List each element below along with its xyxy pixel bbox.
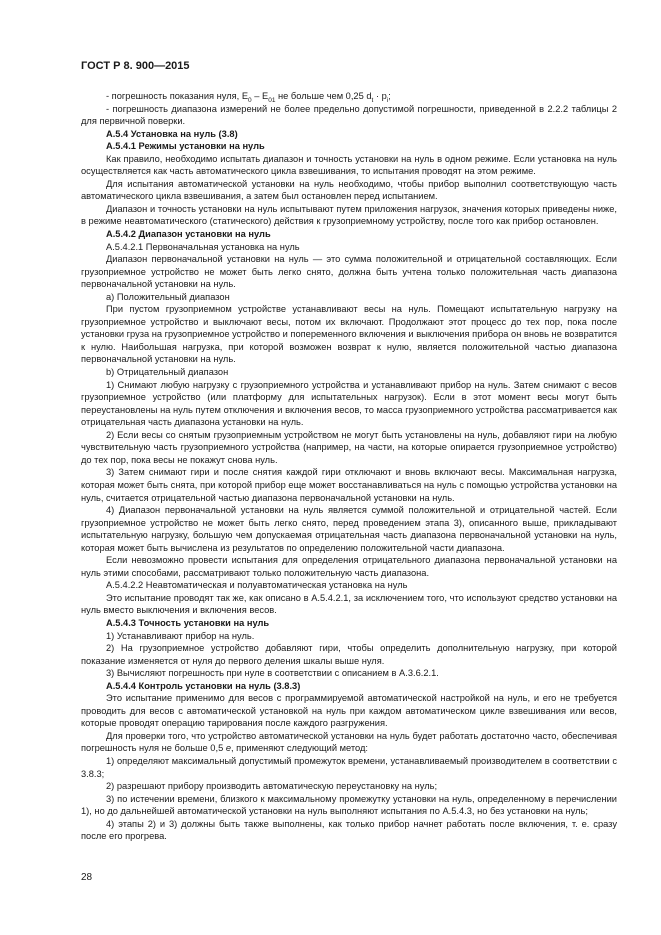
list-item: 2) Если весы со снятым грузоприемным устройством не могут быть установлены на нуль, добавляют гири на любую чувствительную часть грузоприемного устройства (например, на части, на которые опирается грузоприемное устройство) до тех пор, пока весы не покажут снова нуль. [81, 429, 617, 465]
paragraph: При пустом грузоприемном устройстве устанавливают весы на нуль. Помещают испытательную нагрузку на грузоприемное устройство и выключают весы, потом их включают. Продолжают этот процесс до тех пор, пока после установки груза на грузоприемное устройство и попеременного включения и выключения прибора он вновь не возвратится к нулю. Наибольшая нагрузка, при которой возможен возврат к нулю, является положительной частью диапазона первоначальной установки на нуль. [81, 304, 617, 365]
list-item-heading: b) Отрицательный диапазон [106, 367, 229, 378]
paragraph: Как правило, необходимо испытать диапазон и точность установки на нуль в одном режиме. Если установка на нуль осуществляется как часть автоматического цикла взвешивания, то испытания проводят на этом режиме. [81, 153, 617, 177]
list-item: 1) определяют максимальный допустимый промежуток времени, устанавливаемый производителем в соответствии с 3.8.3; [81, 755, 617, 779]
section-heading: А.5.4.4 Контроль установки на нуль (3.8.3) [106, 680, 301, 691]
paragraph: Если невозможно провести испытания для определения отрицательного диапазона первоначальной установки на нуль этими способами, рассматривают только положительную часть диапазона. [81, 555, 617, 578]
list-item: 3) Затем снимают гири и после снятия каждой гири отключают и вновь включают весы. Максимальная нагрузка, которая может быть снята, при которой прибор еще может восстанавливаться на нуль с помощью устройства установки на нуль, считается отрицательной частью диапазона первоначальной установки на нуль. [81, 467, 617, 503]
list-item: 3) по истечении времени, близкого к максимальному промежутку установки на нуль, определенному в перечислении 1), но до дальнейшей автоматической установки на нуль выполняют испытания по А.5.4.3, но без установки на нуль; [81, 793, 617, 817]
paragraph-method: Для проверки того, что устройство автоматической установки на нуль будет работать достаточно часто, обеспечивая погрешность нуля не больше 0,5 е, применяют следующий метод: [81, 730, 617, 754]
paragraph: Диапазон и точность установки на нуль испытывают путем приложения нагрузок, значения которых приведены ниже, в режиме неавтоматического (статического) действия к грузоприемному устройству, после того как прибор остановлен. [81, 203, 617, 227]
list-item: 2) разрешают прибору производить автоматическую переустановку на нуль; [106, 781, 438, 792]
paragraph: Это испытание применимо для весов с программируемой автоматической настройкой на нуль, и его не требуется проводить для весов с автоматической установкой на нуль при каждом автоматическом цикле взвешивания или весов, которые проводят операцию тарирования после каждого разгружения. [81, 693, 617, 729]
paragraph: Диапазон первоначальной установки на нуль — это сумма положительной и отрицательной составляющих. Если грузоприемное устройство не может быть легко снято, должна быть учтена только положительная часть диапазона первоначальной установки на нуль. [81, 254, 617, 290]
subsection-heading: А.5.4.2.2 Неавтоматическая и полуавтоматическая установка на нуль [106, 580, 408, 591]
list-item-heading: а) Положительный диапазон [106, 291, 230, 302]
list-item: 3) Вычисляют погрешность при нуле в соответствии с описанием в А.3.6.2.1. [106, 668, 439, 679]
list-item: 2) На грузоприемное устройство добавляют гири, чтобы определить дополнительную нагрузку, при которой показание изменяется от нуля до первого деления шкалы выше нуля. [81, 643, 617, 666]
list-item: 1) Устанавливают прибор на нуль. [106, 630, 255, 641]
paragraph: Для испытания автоматической установки на нуль необходимо, чтобы прибор выполнил соответствующую часть автоматического цикла взвешивания, а затем был остановлен перед испытанием. [81, 178, 617, 202]
section-heading: А.5.4.2 Диапазон установки на нуль [106, 229, 271, 240]
subsection-heading: А.5.4.2.1 Первоначальная установка на нуль [106, 241, 300, 252]
section-heading: А.5.4.1 Режимы установки на нуль [106, 141, 265, 152]
paragraph: Это испытание проводят так же, как описано в А.5.4.2.1, за исключением того, что используют средство установки на нуль вместо выключения и включения весов. [81, 592, 617, 616]
list-item: 1) Снимают любую нагрузку с грузоприемного устройства и устанавливают прибор на нуль. Затем снимают с весов грузоприемное устройство (или платформу для испытательных нагрузок). Если в этот момент весы могут быть переустановлены на нуль путем отключения и включения весов, то масса грузоприемного устройства рассматривается как отрицательная часть диапазона установки на нуль. [81, 379, 617, 428]
paragraph-zero-error: - погрешность показания нуля, $E_0 - E_{01}$ не больше чем 0,25 $d_t \cdot p_i$; [106, 91, 391, 104]
section-heading: А.5.4 Установка на нуль (3.8) [106, 128, 238, 139]
page-header: ГОСТ Р 8. 900—2015 [81, 60, 190, 72]
list-item: 4) Диапазон первоначальной установки на нуль является суммой положительной и отрицательной частей. Если грузоприемное устройство не может быть легко снято, перед проведением этапа 3), описанного выше, прикладывают испытательную нагрузку, большую чем допускаемая отрицательная часть диапазона первоначальной установки на нуль, которая может быть вычислена из результатов по определению положительной части диапазона. [81, 505, 617, 553]
paragraph: - погрешность диапазона измерений не более предельно допустимой погрешности, приведенной в 2.2.2 таблицы 2 для первичной поверки. [81, 103, 617, 127]
section-heading: А.5.4.3 Точность установки на нуль [106, 617, 270, 628]
page-number: 28 [81, 872, 93, 883]
list-item: 4) этапы 2) и 3) должны быть также выполнены, как только прибор начнет работать после включения, т. е. сразу после его прогрева. [81, 818, 617, 842]
